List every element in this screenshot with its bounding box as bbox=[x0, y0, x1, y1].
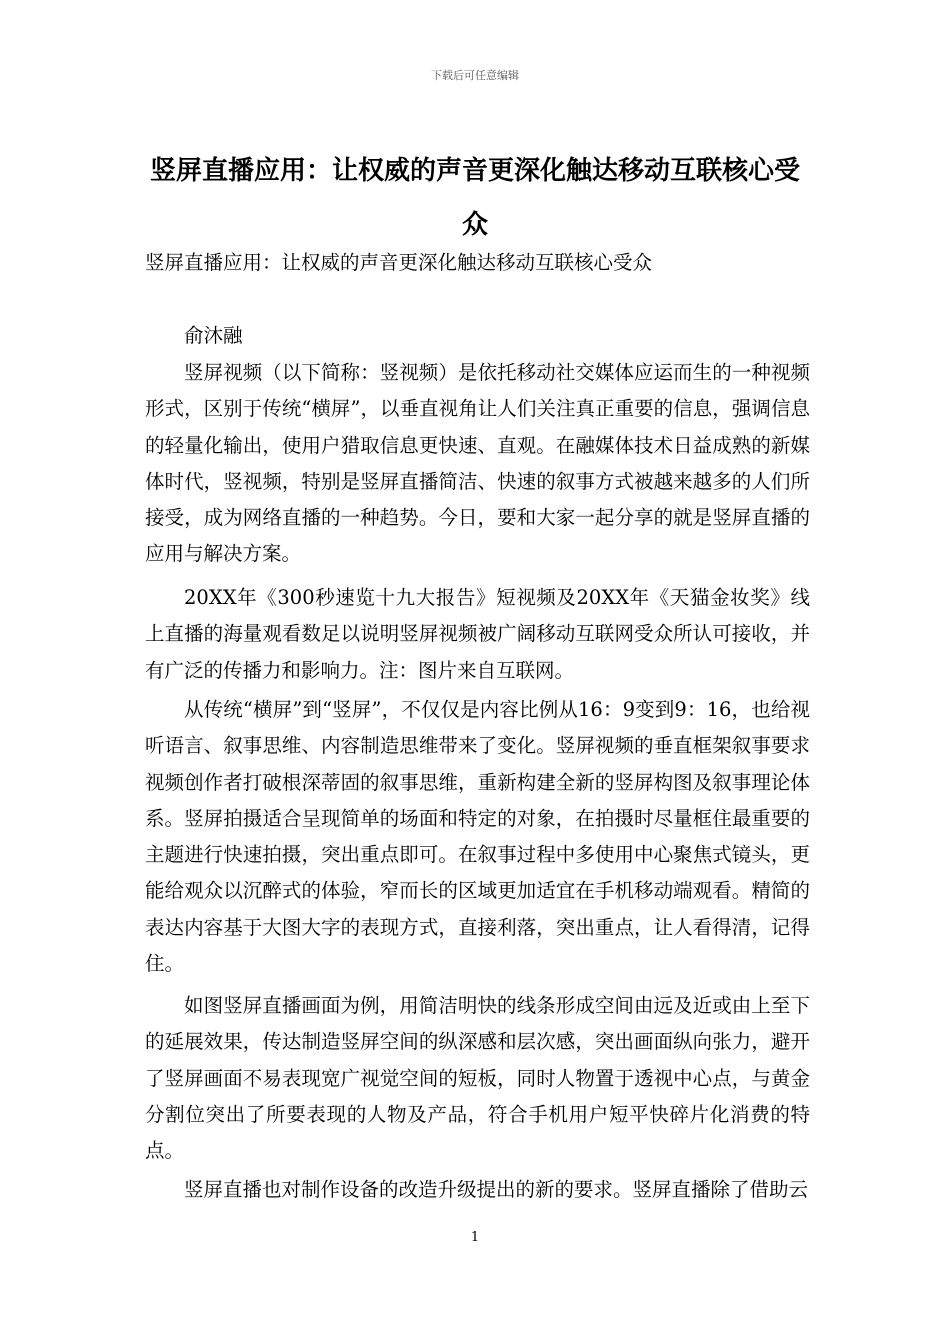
document-subtitle: 竖屏直播应用：让权威的声音更深化触达移动互联核心受众 bbox=[145, 251, 653, 274]
paragraph: 竖屏视频（以下简称：竖视频）是依托移动社交媒体应运而生的一种视频形式，区别于传统“横屏”，以垂直视角让人们关注真正重要的信息，强调信息的轻量化输出，使用户猎取信息更快速、直观。在融媒体技术日益成熟的新媒体时代，竖视频，特别是竖屏直播简洁、快速的叙事方式被越来越多的人们所接受，成为网络直播的一种趋势。今日，要和大家一起分享的就是竖屏直播的应用与解决方案。 bbox=[145, 361, 810, 566]
document-title: 竖屏直播应用：让权威的声音更深化触达移动互联核心受众 bbox=[149, 156, 800, 240]
page-number: 1 bbox=[470, 1230, 480, 1245]
header-note: 下载后可任意编辑 bbox=[431, 69, 519, 82]
paragraph: 20XX年《300秒速览十九大报告》短视频及20XX年《天猫金妆奖》线上直播的海量观看数足以说明竖屏视频被广阔移动互联网受众所认可接收，并有广泛的传播力和影响力。注：图片来自互联网。 bbox=[145, 586, 810, 682]
paragraph: 竖屏直播也对制作设备的改造升级提出的新的要求。竖屏直播除了借助云 bbox=[184, 1178, 809, 1201]
author-name: 俞沐融 bbox=[184, 324, 243, 347]
paragraph: 如图竖屏直播画面为例，用简洁明快的线条形成空间由远及近或由上至下的延展效果，传达制造竖屏空间的纵深感和层次感，突出画面纵向张力，避开了竖屏画面不易表现宽广视觉空间的短板，同时人物置于透视中心点，与黄金分割位突出了所要表现的人物及产品，符合手机用户短平快碎片化消费的特点。 bbox=[145, 994, 810, 1163]
paragraph: 从传统“横屏”到“竖屏”，不仅仅是内容比例从16：9变到9：16，也给视听语言、叙事思维、内容制造思维带来了变化。竖屏视频的垂直框架叙事要求视频创作者打破根深蒂固的叙事思维，重新构建全新的竖屏构图及叙事理论体系。竖屏拍摄适合呈现简单的场面和特定的对象，在拍摄时尽量框住最重要的主题进行快速拍摄，突出重点即可。在叙事过程中多使用中心聚焦式镜头，更能给观众以沉醉式的体验，窄而长的区域更加适宜在手机移动端观看。精简的表达内容基于大图大字的表现方式，直接利落，突出重点，让人看得清，记得住。 bbox=[145, 698, 810, 976]
